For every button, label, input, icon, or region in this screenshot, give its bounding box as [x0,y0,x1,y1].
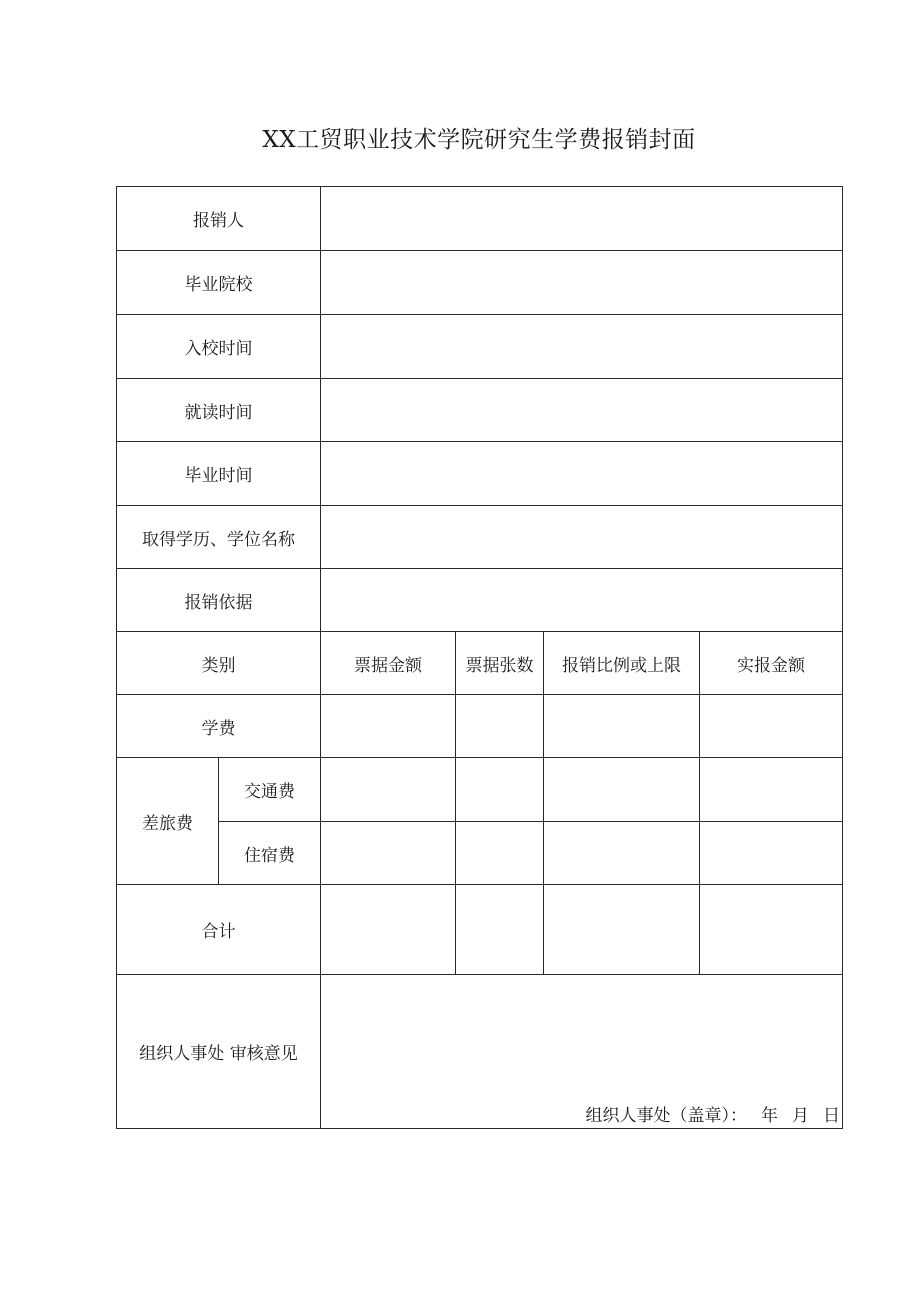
graduation-time-label: 毕业时间 [117,442,321,506]
degree-field[interactable] [321,506,843,569]
school-label: 毕业院校 [117,251,321,315]
lodging-invoice-count[interactable] [456,822,544,885]
study-time-field[interactable] [321,379,843,442]
signature-line [586,1101,841,1126]
total-invoice-amount[interactable] [321,885,456,975]
invoice-count-header: 票据张数 [456,632,544,695]
claimant-field[interactable] [321,187,843,251]
total-label: 合计 [117,885,321,975]
transport-actual-amount[interactable] [700,758,843,822]
tuition-label: 学费 [117,695,321,758]
transport-invoice-count[interactable] [456,758,544,822]
study-time-label: 就读时间 [117,379,321,442]
tuition-invoice-amount[interactable] [321,695,456,758]
total-ratio-limit[interactable] [544,885,700,975]
month-label: 月 [792,1106,809,1126]
lodging-label: 住宿费 [219,822,321,885]
tuition-actual-amount[interactable] [700,695,843,758]
enroll-time-field[interactable] [321,315,843,379]
travel-label: 差旅费 [117,758,219,885]
invoice-amount-header: 票据金额 [321,632,456,695]
degree-label: 取得学历、学位名称 [117,506,321,569]
graduation-time-field[interactable] [321,442,843,506]
tuition-invoice-count[interactable] [456,695,544,758]
lodging-invoice-amount[interactable] [321,822,456,885]
actual-amount-header: 实报金额 [700,632,843,695]
transport-invoice-amount[interactable] [321,758,456,822]
transport-ratio-limit[interactable] [544,758,700,822]
enroll-time-label: 入校时间 [117,315,321,379]
total-invoice-count[interactable] [456,885,544,975]
lodging-actual-amount[interactable] [700,822,843,885]
school-field[interactable] [321,251,843,315]
year-label: 年 [761,1106,778,1126]
category-header: 类别 [117,632,321,695]
tuition-ratio-limit[interactable] [544,695,700,758]
page-title: XX工贸职业技术学院研究生学费报销封面 [262,127,696,153]
review-label: 组织人事处 审核意见 [117,975,321,1129]
reimbursement-form [116,186,843,1129]
claimant-label: 报销人 [117,187,321,251]
transport-label: 交通费 [219,758,321,822]
basis-field[interactable] [321,569,843,632]
stamp-label: 组织人事处（盖章）： [585,1106,747,1126]
review-opinion-field[interactable] [321,975,843,1129]
ratio-limit-header: 报销比例或上限 [544,632,700,695]
basis-label: 报销依据 [117,569,321,632]
day-label: 日 [823,1106,840,1126]
total-actual-amount[interactable] [700,885,843,975]
lodging-ratio-limit[interactable] [544,822,700,885]
